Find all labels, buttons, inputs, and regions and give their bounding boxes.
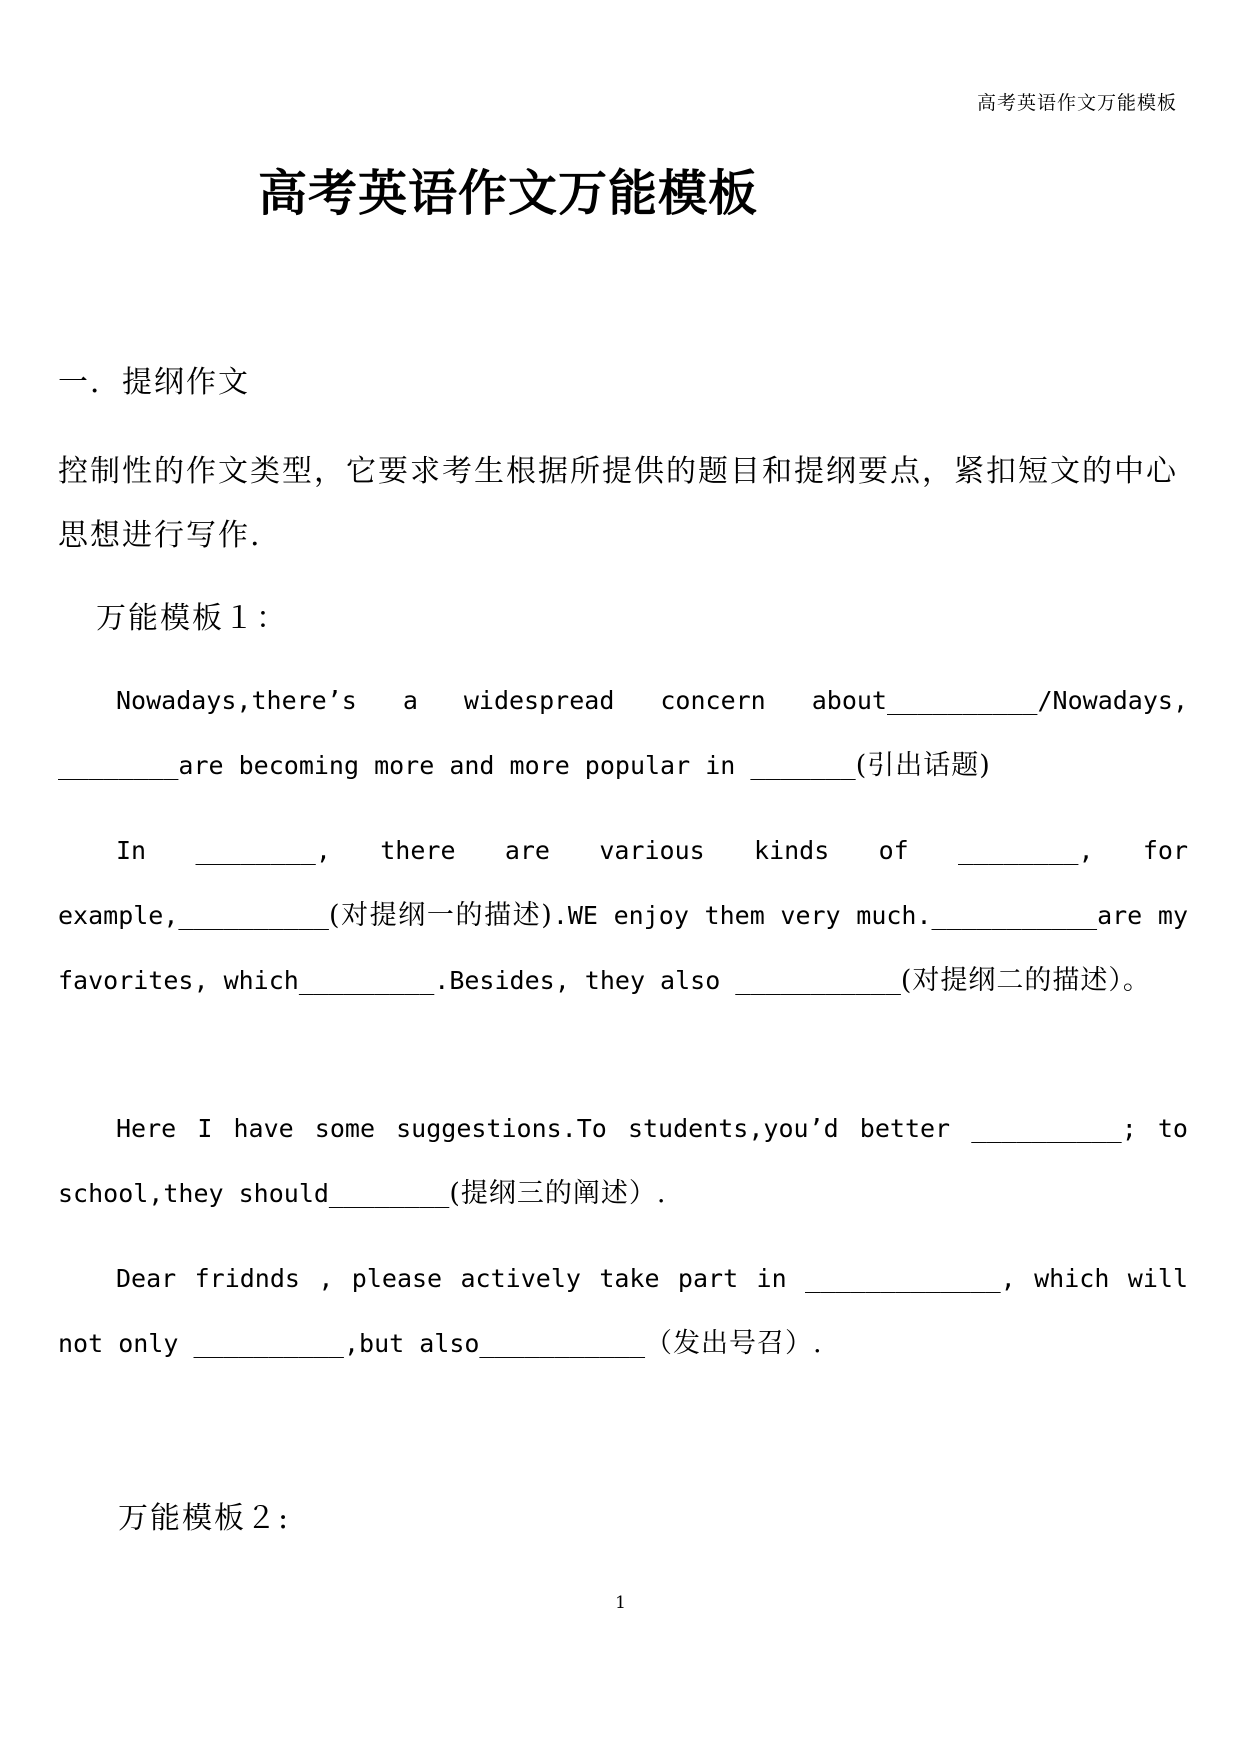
template-1-paragraph-4	[58, 1246, 1188, 1376]
template-1-paragraph-3	[58, 1096, 1188, 1226]
section-heading-outline-essay: 一．提纲作文	[58, 365, 250, 400]
paragraph-2-english-part-2: .WE enjoy them very much.___________are my favorites, which_________.Besides, they also ___________	[58, 901, 1188, 995]
paragraph-1-english: Nowadays,there’s a widespread concern about__________/Nowadays, ________are becoming more and more popular in _______	[58, 686, 1188, 780]
page-number: 1	[615, 1593, 626, 1613]
document-title: 高考英语作文万能模板	[258, 165, 759, 222]
paragraph-2-english-part-1: In ________, there are various kinds of ________, for example,__________	[58, 836, 1188, 930]
running-header: 高考英语作文万能模板	[976, 92, 1177, 114]
template-1-paragraph-1	[58, 668, 1188, 798]
paragraph-4-note: （发出号召）.	[645, 1328, 823, 1359]
paragraph-4-english: Dear fridnds , please actively take part in _____________, which will not only __________,but also___________	[58, 1264, 1188, 1358]
section-intro-paragraph: 控制性的作文类型，它要求考生根据所提供的题目和提纲要点，紧扣短文的中心思想进行写作.	[58, 454, 1178, 553]
template-1-heading: 万能模板１：	[96, 601, 288, 636]
paragraph-3-note: (提纲三的阐述）.	[449, 1178, 667, 1209]
paragraph-2-note-1: (对提纲一的描述)	[328, 900, 553, 931]
template-2-heading: 万能模板２:	[118, 1501, 291, 1536]
paragraph-2-note-2: (对提纲二的描述）。	[900, 965, 1151, 996]
paragraph-3-english: Here I have some suggestions.To students,you’d better __________; to school,they should________	[58, 1114, 1188, 1208]
paragraph-1-note: (引出话题)	[855, 750, 991, 781]
template-1-paragraph-2	[58, 818, 1188, 1013]
